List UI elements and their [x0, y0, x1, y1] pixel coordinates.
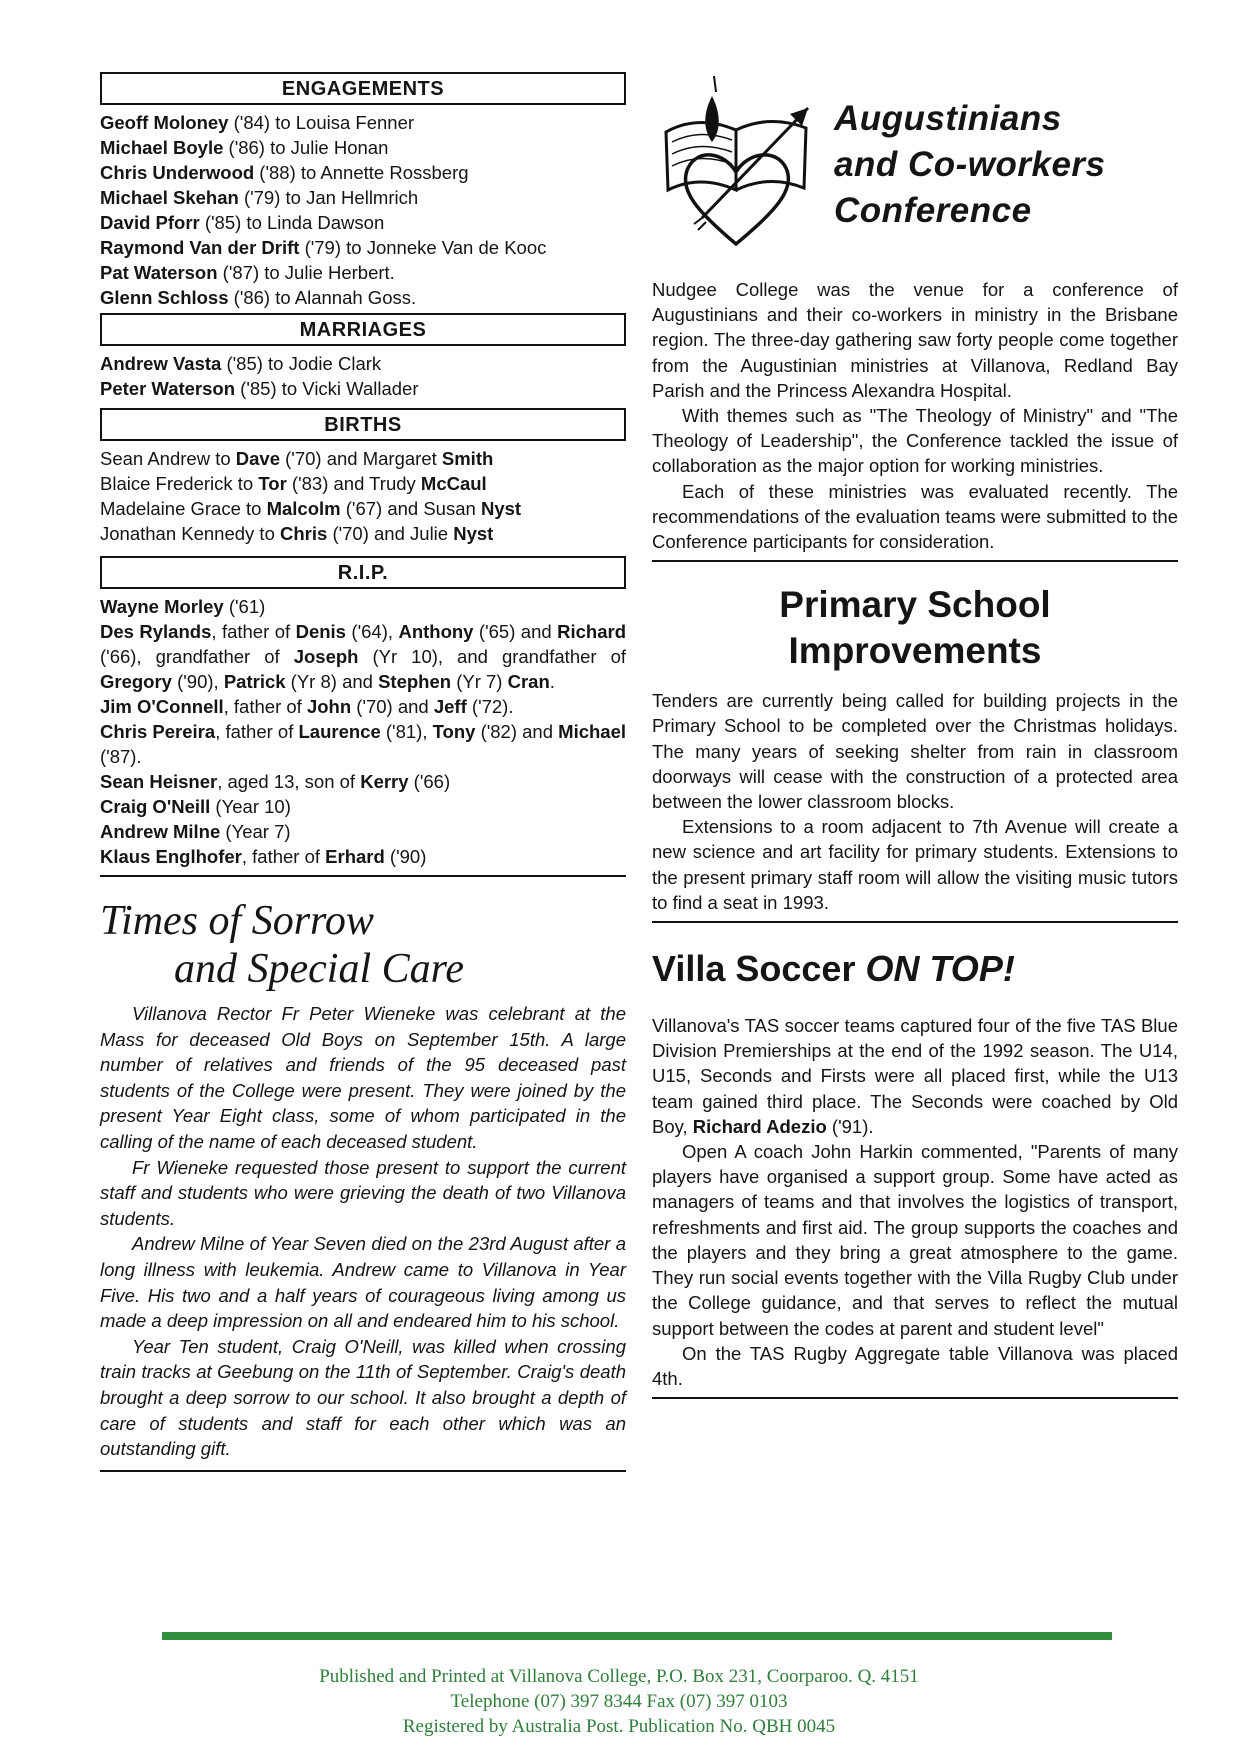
footer-telephone: Telephone (07) 397 8344 Fax (07) 397 0103 — [450, 1691, 788, 1712]
list-item: Klaus Englhofer, father of Erhard ('90) — [100, 846, 427, 867]
list-item: Glenn Schloss ('86) to Alannah Goss. — [100, 287, 417, 308]
section-divider — [652, 560, 1178, 562]
conference-title-line3: Conference — [834, 191, 1032, 230]
list-item: Wayne Morley ('61) — [100, 596, 266, 617]
list-item: Craig O'Neill (Year 10) — [100, 796, 291, 817]
right-column — [652, 72, 1178, 1399]
sorrow-title-line2: and Special Care — [174, 946, 465, 992]
list-item: Des Rylands, father of Denis ('64), Anthony ('65) and Richard ('66), grandfather of Joseph (Yr 10), and grandfather of Gregory ('90), Patrick (Yr 8) and Stephen (Yr 7) Cran. — [100, 621, 627, 692]
sorrow-article — [100, 1001, 626, 1462]
left-column — [100, 72, 626, 1472]
soccer-title — [652, 947, 1178, 991]
footer-registered: Registered by Australia Post. Publication No. QBH 0045 — [402, 1716, 836, 1737]
list-item: Raymond Van der Drift ('79) to Jonneke Van de Kooc — [100, 237, 547, 258]
list-item: David Pforr ('85) to Linda Dawson — [100, 212, 385, 233]
sorrow-title-line1: Times of Sorrow — [100, 898, 374, 944]
conference-paragraph: With themes such as "The Theology of Ministry" and "The Theology of Leadership", the Conference tackled the issue of collaboration as the major option for working ministries. — [652, 405, 1178, 477]
list-item: Michael Boyle ('86) to Julie Honan — [100, 137, 389, 158]
list-item: Andrew Milne (Year 7) — [100, 821, 291, 842]
list-item: Madelaine Grace to Malcolm ('67) and Susan Nyst — [100, 498, 522, 519]
augustinian-logo-icon — [658, 72, 818, 252]
engagements-list — [100, 110, 626, 310]
conference-title-line2: and Co-workers — [834, 145, 1106, 184]
soccer-paragraph: Villanova's TAS soccer teams captured four of the five TAS Blue Division Premierships at the end of the 1992 season. The U14, U15, Seconds and Firsts were all placed first, while the U13 team gained third place. The Seconds were coached by Old Boy, Richard Adezio ('91). — [652, 1015, 1178, 1137]
rip-list — [100, 594, 626, 869]
primary-paragraph: Extensions to a room adjacent to 7th Avenue will create a new science and art facility for primary students. Extensions to the present primary staff room will allow the visiting music tutors to find a seat in 1993. — [652, 816, 1178, 913]
primary-title — [652, 582, 1178, 674]
list-item: Pat Waterson ('87) to Julie Herbert. — [100, 262, 395, 283]
soccer-paragraph: On the TAS Rugby Aggregate table Villanova was placed 4th. — [652, 1342, 1178, 1389]
conference-header — [652, 72, 1178, 277]
section-divider — [100, 875, 626, 877]
list-item: Peter Waterson ('85) to Vicki Wallader — [100, 378, 419, 399]
list-item: Michael Skehan ('79) to Jan Hellmrich — [100, 187, 419, 208]
soccer-paragraph: Open A coach John Harkin commented, "Parents of many players have organised a support group. Some have acted as managers of teams and that involves the logistics of transport, refreshments and first aid. The group supports the coaches and the players and they bring a great atmosphere to the game. They run social events together with the Villa Rugby Club under the College guidance, and that serves to reflect the mutual support between the codes at parent and student level" — [652, 1141, 1178, 1339]
conference-title — [834, 96, 1106, 234]
soccer-title-italic: ON TOP! — [865, 948, 1015, 990]
list-item: Sean Heisner, aged 13, son of Kerry ('66) — [100, 771, 451, 792]
section-divider — [652, 921, 1178, 923]
list-item: Blaice Frederick to Tor ('83) and Trudy McCaul — [100, 473, 487, 494]
list-item: Jim O'Connell, father of John ('70) and Jeff ('72). — [100, 696, 514, 717]
primary-title-line2: Improvements — [788, 630, 1042, 672]
footer-published: Published and Printed at Villanova College, P.O. Box 231, Coorparoo. Q. 4151 — [319, 1666, 919, 1687]
section-divider — [100, 1470, 626, 1472]
rip-heading: R.I.P. — [100, 556, 626, 589]
births-heading: BIRTHS — [100, 408, 626, 441]
sorrow-paragraph: Andrew Milne of Year Seven died on the 23rd August after a long illness with leukemia. Andrew came to Villanova in Year Five. His two and a half years of courageous living among us made a deep impression on all and endeared him to his school. — [100, 1233, 626, 1332]
list-item: Chris Pereira, father of Laurence ('81), Tony ('82) and Michael ('87). — [100, 721, 627, 767]
births-list — [100, 446, 626, 546]
marriages-heading: MARRIAGES — [100, 313, 626, 346]
sorrow-title — [100, 897, 626, 993]
primary-title-line1: Primary School — [779, 584, 1051, 626]
conference-article — [652, 277, 1178, 554]
footer-green-bar — [162, 1632, 1112, 1640]
conference-paragraph: Each of these ministries was evaluated recently. The recommendations of the evaluation teams were submitted to the Conference participants for consideration. — [652, 480, 1178, 553]
sorrow-paragraph: Fr Wieneke requested those present to support the current staff and students who were grieving the death of two Villanova students. — [100, 1156, 626, 1229]
sorrow-paragraph: Year Ten student, Craig O'Neill, was killed when crossing train tracks at Geebung on the 11th of September. Craig's death brought a deep sorrow to our school. It also brought a depth of care of students and staff for each other which was an outstanding gift. — [100, 1335, 626, 1460]
primary-article — [652, 688, 1178, 915]
list-item: Sean Andrew to Dave ('70) and Margaret Smith — [100, 448, 494, 469]
sorrow-paragraph: Villanova Rector Fr Peter Wieneke was celebrant at the Mass for deceased Old Boys on September 15th. A large number of relatives and friends of the 95 deceased past students of the College were present. They were joined by the present Year Eight class, some of whom participated in the calling of the name of each deceased student. — [100, 1003, 626, 1152]
primary-paragraph: Tenders are currently being called for building projects in the Primary School to be completed over the Christmas holidays. The many years of seeking shelter from rain in classroom doorways will cease with the construction of a protected area between the lower classroom blocks. — [652, 690, 1178, 813]
conference-paragraph: Nudgee College was the venue for a conference of Augustinians and their co-workers in ministry in the Brisbane region. The three-day gathering saw forty people come together from the Augustinian ministries at Villanova, Redland Bay Parish and the Princess Alexandra Hospital. — [652, 279, 1178, 401]
soccer-title-plain: Villa Soccer — [652, 948, 866, 990]
list-item: Andrew Vasta ('85) to Jodie Clark — [100, 353, 382, 374]
list-item: Chris Underwood ('88) to Annette Rossberg — [100, 162, 469, 183]
engagements-heading: ENGAGEMENTS — [100, 72, 626, 105]
conference-title-line1: Augustinians — [834, 99, 1062, 138]
marriages-list — [100, 351, 626, 401]
section-divider — [652, 1397, 1178, 1399]
list-item: Geoff Moloney ('84) to Louisa Fenner — [100, 112, 415, 133]
list-item: Jonathan Kennedy to Chris ('70) and Julie Nyst — [100, 523, 494, 544]
soccer-article — [652, 1013, 1178, 1391]
